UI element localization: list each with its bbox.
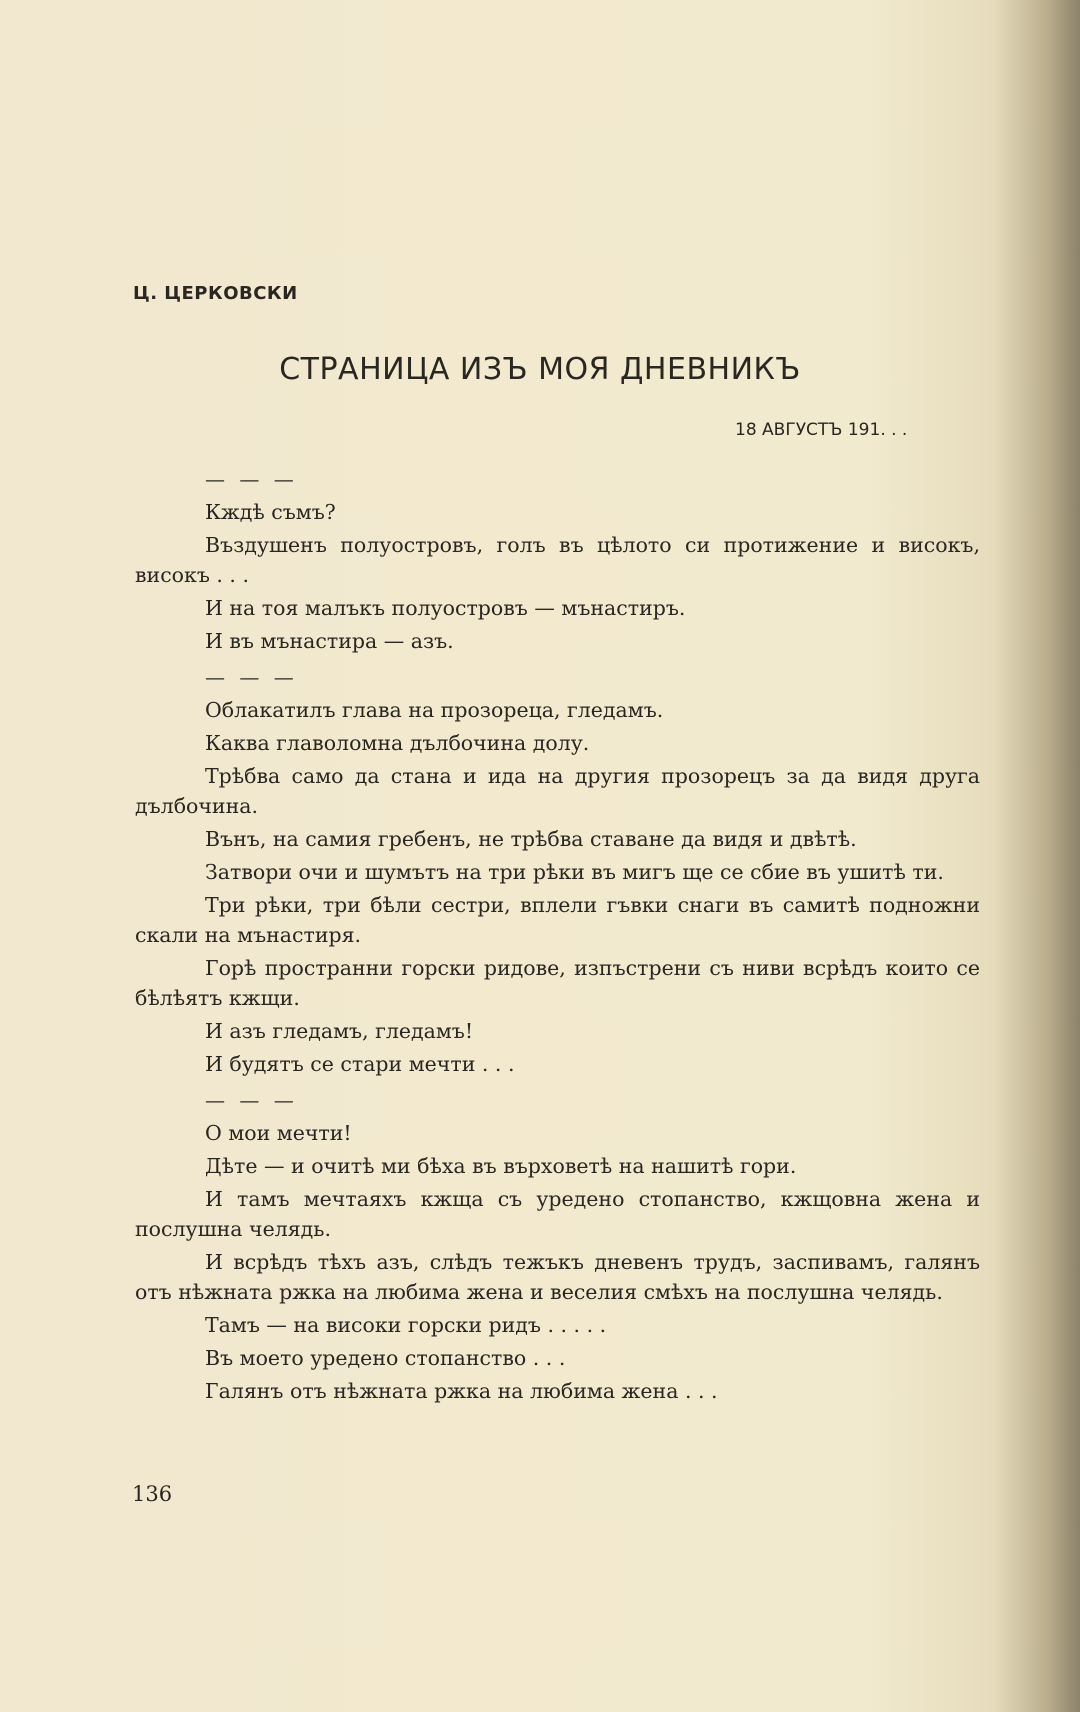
section-separator: — — — bbox=[205, 1088, 298, 1112]
body-text bbox=[135, 458, 980, 1406]
section-separator: — — — bbox=[205, 665, 298, 689]
paragraph: Дѣте — и очитѣ ми бѣха въ върховетѣ на нашитѣ гори. bbox=[205, 1154, 797, 1178]
paragraph: Вънъ, на самия гребенъ, не трѣбва ставане да видя и двѣтѣ. bbox=[205, 827, 857, 851]
paragraph: Облакатилъ глава на прозореца, гледамъ. bbox=[205, 698, 664, 722]
paragraph: Трѣбва само да стана и ида на другия прозорецъ за да видя друга дълбочина. bbox=[135, 764, 980, 818]
paragraph: Три рѣки, три бѣли сестри, вплели гъвки снаги въ самитѣ подножни скали на мънастиря. bbox=[135, 893, 980, 947]
paragraph: И на тоя малъкъ полуостровъ — мънастиръ. bbox=[205, 596, 686, 620]
paragraph: Въ моето уредено стопанство . . . bbox=[205, 1346, 566, 1370]
paragraph: Тамъ — на високи горски ридъ . . . . . bbox=[205, 1313, 607, 1337]
section-separator: — — — bbox=[205, 467, 298, 491]
paragraph: Кждѣ съмъ? bbox=[205, 500, 336, 524]
author-name: Ц. ЦЕРКОВСКИ bbox=[133, 283, 298, 304]
paragraph: Галянъ отъ нѣжната ржка на любима жена . . . bbox=[205, 1379, 718, 1403]
paragraph: И всрѣдъ тѣхъ азъ, слѣдъ тежъкъ дневенъ трудъ, заспивамъ, галянъ отъ нѣжната ржка на любима жена и веселия смѣхъ на послушна челядь. bbox=[135, 1250, 980, 1304]
paragraph: Въздушенъ полуостровъ, голъ въ цѣлото си протижение и високъ, високъ . . . bbox=[135, 533, 980, 587]
paragraph: И будятъ се стари мечти . . . bbox=[205, 1052, 515, 1076]
page-number: 136 bbox=[132, 1482, 173, 1506]
paragraph: И въ мънастира — азъ. bbox=[205, 629, 454, 653]
paragraph: Затвори очи и шумътъ на три рѣки въ мигъ ще се сбие въ ушитѣ ти. bbox=[205, 860, 944, 884]
paragraph: Горѣ пространни горски ридове, изпъстрени съ ниви всрѣдъ които се бѣлѣятъ кжщи. bbox=[135, 956, 980, 1010]
paragraph: Каква главоломна дълбочина долу. bbox=[205, 731, 590, 755]
paragraph: И тамъ мечтаяхъ кжща съ уредено стопанство, кжщовна жена и послушна челядь. bbox=[135, 1187, 980, 1241]
paragraph: И азъ гледамъ, гледамъ! bbox=[205, 1019, 474, 1043]
paragraph: О мои мечти! bbox=[205, 1121, 352, 1145]
page-title: СТРАНИЦА ИЗЪ МОЯ ДНЕВНИКЪ bbox=[279, 352, 801, 387]
entry-date: 18 АВГУСТЪ 191. . . bbox=[735, 420, 908, 440]
